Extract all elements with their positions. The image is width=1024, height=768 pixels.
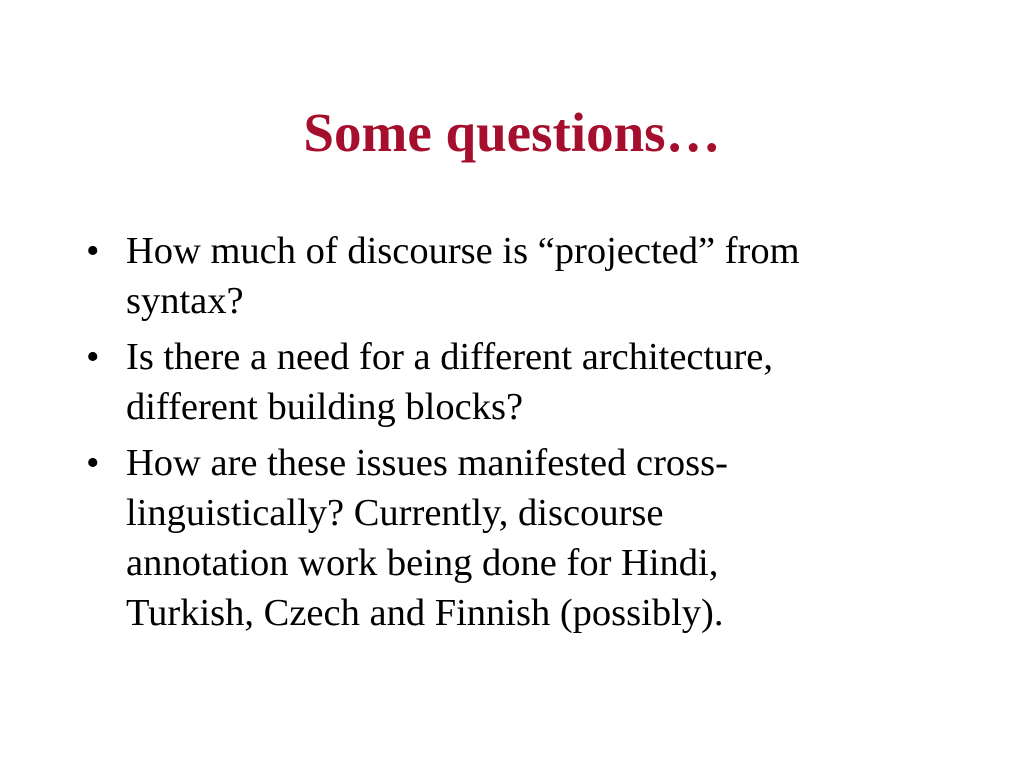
bullet-text: How much of discourse is “projected” from syntax? — [126, 230, 800, 322]
bullet-list — [86, 226, 946, 644]
bullet-text: Is there a need for a different architecture, different building blocks? — [126, 336, 773, 428]
bullet-text: How are these issues manifested cross- linguistically? Currently, discourse annotation work being done for Hindi, Turkish, Czech and Finnish (possibly). — [126, 442, 728, 634]
bullet-marker: • — [86, 230, 100, 272]
bullet-item — [86, 438, 946, 638]
bullet-item — [86, 226, 946, 326]
bullet-marker: • — [86, 336, 100, 378]
bullet-marker: • — [86, 442, 100, 484]
bullet-item — [86, 332, 946, 432]
slide-title: Some questions… — [303, 102, 721, 163]
